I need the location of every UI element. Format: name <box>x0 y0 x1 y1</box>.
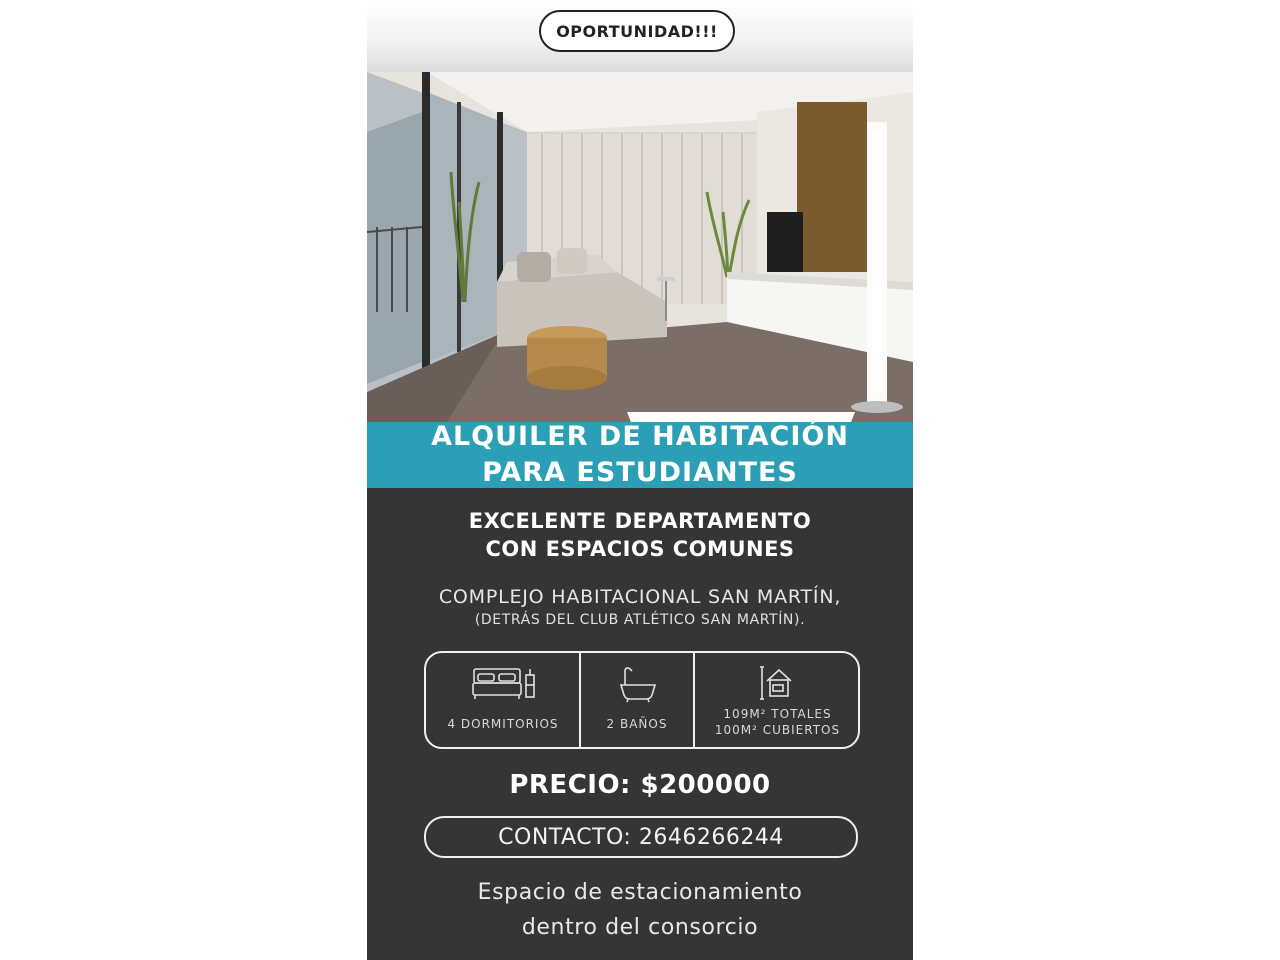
subtitle-line-2: CON ESPACIOS COMUNES <box>485 537 795 561</box>
area-covered-label: 100M² CUBIERTOS <box>714 723 841 737</box>
feature-bathrooms <box>581 653 693 749</box>
features-box <box>424 651 860 749</box>
feature-bedrooms <box>426 653 580 749</box>
opportunity-badge: OPORTUNIDAD!!! <box>539 10 735 52</box>
house-area-icon <box>759 665 795 705</box>
title-line-1: ALQUILER DE HABITACIÓN <box>431 421 849 452</box>
bathrooms-label: 2 BAÑOS <box>606 717 668 731</box>
apartment-photo <box>367 72 913 422</box>
price-label: PRECIO: $200000 <box>509 770 771 800</box>
parking-line-2: dentro del consorcio <box>521 915 759 940</box>
subtitle-line-1: EXCELENTE DEPARTAMENTO <box>468 509 812 533</box>
bed-icon <box>472 665 536 705</box>
location-name: COMPLEJO HABITACIONAL SAN MARTÍN, <box>438 586 842 608</box>
flyer <box>367 0 913 960</box>
contact-box: CONTACTO: 2646266244 <box>424 816 858 858</box>
area-total-label: 109M² TOTALES <box>723 707 832 721</box>
parking-line-1: Espacio de estacionamiento <box>477 880 803 905</box>
title-line-2: PARA ESTUDIANTES <box>482 457 798 488</box>
top-band <box>367 0 913 72</box>
bedrooms-label: 4 DORMITORIOS <box>447 717 559 731</box>
location-note: (DETRÁS DEL CLUB ATLÉTICO SAN MARTÍN). <box>474 612 806 628</box>
feature-area <box>695 653 860 749</box>
bathtub-icon <box>619 665 657 707</box>
